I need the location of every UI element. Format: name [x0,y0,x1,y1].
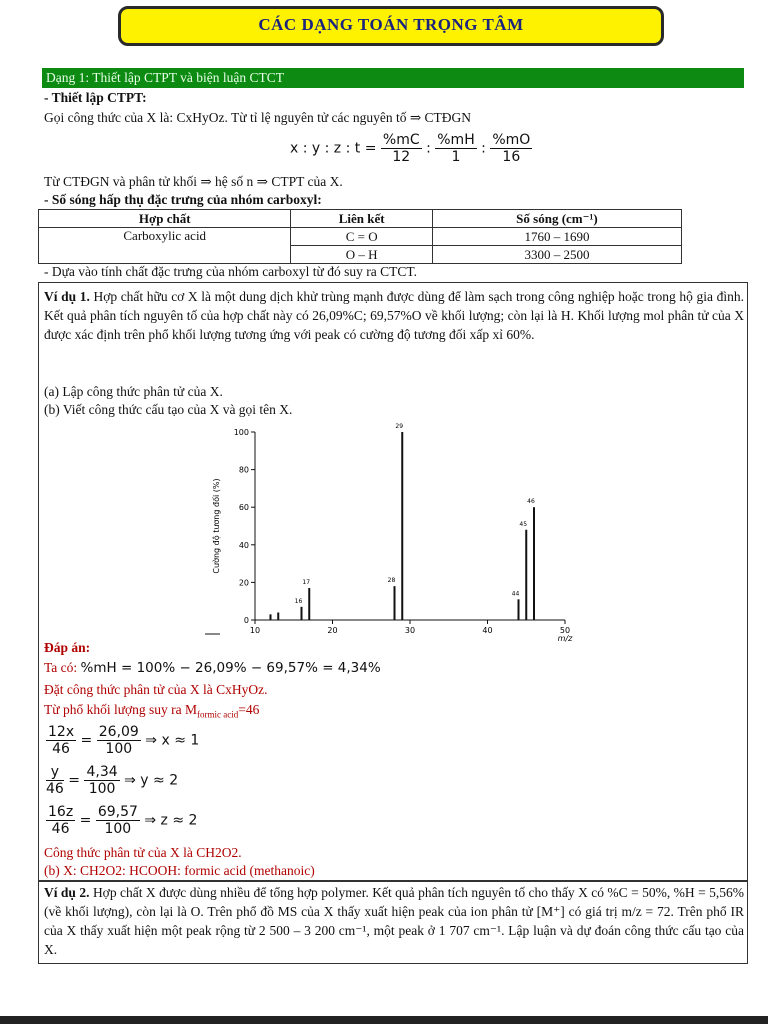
table-header: Hợp chất [39,210,291,228]
table-cell: O – H [291,246,432,264]
eq1-result: ⇒ x ≈ 1 [145,732,200,749]
ratio-f2-num: %mH [437,132,475,148]
ta-co-label: Ta có: [44,660,78,675]
page-title: CÁC DẠNG TOÁN TRỌNG TÂM [118,6,664,46]
sub-heading-ctpt: - Thiết lập CTPT: [44,90,147,105]
bottom-border [0,1016,768,1024]
peak-label: 29 [395,423,404,430]
tu-pho-khoi [44,702,259,720]
eq3-result: ⇒ z ≈ 2 [144,812,198,829]
eq3-num: 16z [48,804,74,820]
example-1-text [44,287,744,344]
table-header: Liên kết [291,210,432,228]
table-cell: 1760 – 1690 [432,228,681,246]
eq1-num2: 26,09 [98,724,139,740]
eq2-result: ⇒ y ≈ 2 [124,772,179,789]
equation-y: $\frac{y}{46}$ = $\frac{4,34}{100}$ ⇒ y ≈ 2 [46,764,179,797]
eq3-den: 46 [51,821,70,837]
ratio-f2-den: 1 [451,149,461,165]
y-tick-label: 80 [238,465,249,475]
example-2-label: Ví dụ 2. [44,885,90,900]
y-tick-label: 20 [238,578,249,588]
tu-pho-sub: formic acid [197,709,239,720]
ratio-formula: x : y : z : t = $\frac{\%mC}{12}$ : $\frac{\%mH}{1}$ : $\frac{\%mO}{16}$ [290,132,531,165]
text-line-1 [44,110,471,126]
x-tick-label: 50 [559,626,571,635]
question-b: (b) Viết công thức cấu tạo của X và gọi tên X. [44,402,293,417]
tu-pho-text: Từ phổ khối lượng suy ra M [44,702,198,717]
eq2-num: y [46,764,64,781]
peak-label: 44 [511,590,520,598]
mass-spectrum-chart [200,420,580,645]
ratio-f1-den: 12 [392,149,411,165]
ir-table [38,209,682,264]
question-a: (a) Lập công thức phân tử của X. [44,384,223,399]
text-line-3: - Dựa vào tính chất đặc trưng của nhóm carboxyl từ đó suy ra CTCT. [44,264,417,279]
ctpt-result: Công thức phân tử của X là CH2O2. [44,845,242,860]
peak-label: 45 [519,520,528,528]
eq1-den2: 100 [105,741,133,757]
peak-label: 28 [387,577,396,585]
eq3-den2: 100 [104,821,132,837]
eq2-den2: 100 [88,781,116,797]
example-2-body: Hợp chất X được dùng nhiều để tổng hợp polymer. Kết quả phân tích nguyên tố cho thấy X có %C = 50%, %H = 5,56% (về khối lượng), còn lại là O. Trên phổ đồ MS của X thấy xuất hiện peak của ion phân tử [M⁺] có giá trị m/z = 72. Trên phổ IR của X thấy xuất hiện một peak rộng từ 2 500 – 3 200 cm⁻¹, một peak ở 1 707 cm⁻¹. Lập luận và dự đoán công thức cấu tạo của X. [44,885,745,957]
tu-pho-val: =46 [238,702,260,717]
y-tick-label: 0 [243,616,249,625]
x-tick-label: 20 [327,626,338,635]
eq1-den: 46 [52,741,70,757]
example-1-label: Ví dụ 1. [44,289,90,304]
table-cell: C = O [291,228,432,246]
equation-x: $\frac{12x}{46}$ = $\frac{26,09}{100}$ ⇒ x ≈ 1 [48,724,200,757]
peak-label: 16 [294,597,303,605]
x-tick-label: 10 [249,626,261,635]
y-tick-label: 40 [238,540,249,550]
peak-label: 46 [527,498,535,506]
x-tick-label: 30 [404,626,416,635]
table-header: Số sóng (cm⁻¹) [432,210,681,228]
ratio-lhs: x : y : z : t = [290,140,377,157]
answer-label: Đáp án: [44,640,91,655]
dat-cong-thuc: Đặt công thức phân tử của X là CxHyOz. [44,682,268,697]
text-line-2: Từ CTĐGN và phân tử khối ⇒ hệ số n ⇒ CTPT của X. [44,174,343,189]
eq1-num: 12x [48,724,75,740]
peak-label: 17 [302,579,311,587]
y-tick-label: 60 [238,503,249,513]
mh-equation: %mH = 100% − 26,09% − 69,57% = 4,34% [80,660,381,676]
equation-z: $\frac{16z}{46}$ = $\frac{69,57}{100}$ ⇒ z ≈ 2 [48,804,198,837]
x-axis-label: m/z [557,634,573,643]
table-cell: 3300 – 2500 [432,246,681,264]
x-tick-label: 40 [482,626,493,635]
eq3-num2: 69,57 [97,804,138,820]
answer-ta-co [44,660,381,676]
y-axis-label: Cường độ tương đối (%) [212,478,221,574]
eq2-num2: 4,34 [86,764,118,780]
ratio-f3-den: 16 [502,149,521,165]
sub-heading-ir: - Số sóng hấp thụ đặc trưng của nhóm carboxyl: [44,192,322,207]
answer-b: (b) X: CH2O2: HCOOH: formic acid (methanoic) [44,863,315,878]
eq2-den: 46 [46,781,64,797]
table-cell-compound: Carboxylic acid [39,228,291,264]
ratio-f3-num: %mO [492,132,531,148]
section-heading: Dạng 1: Thiết lập CTPT và biện luận CTCT [42,68,744,88]
formula-intro: Gọi công thức của X là: CxHyOz. Từ tỉ lệ nguyên tử các nguyên tố ⇒ CTĐGN [44,110,472,125]
example-1-body: Hợp chất hữu cơ X là một dung dịch khử trùng mạnh được dùng để làm sạch trong công nghiệp hoặc trong hộ gia đình. Kết quả phân tích nguyên tố của hợp chất này có 26,09%C; 69,57%O về khối lượng; còn lại là H. Khối lượng mol phân tử của X được xác định trên phổ khối lượng tương ứng với peak có cường độ tương đối xấp xỉ 60%. [44,289,744,342]
example-2-text [44,883,744,959]
ratio-f1-num: %mC [382,132,420,148]
y-tick-label: 100 [233,428,249,437]
